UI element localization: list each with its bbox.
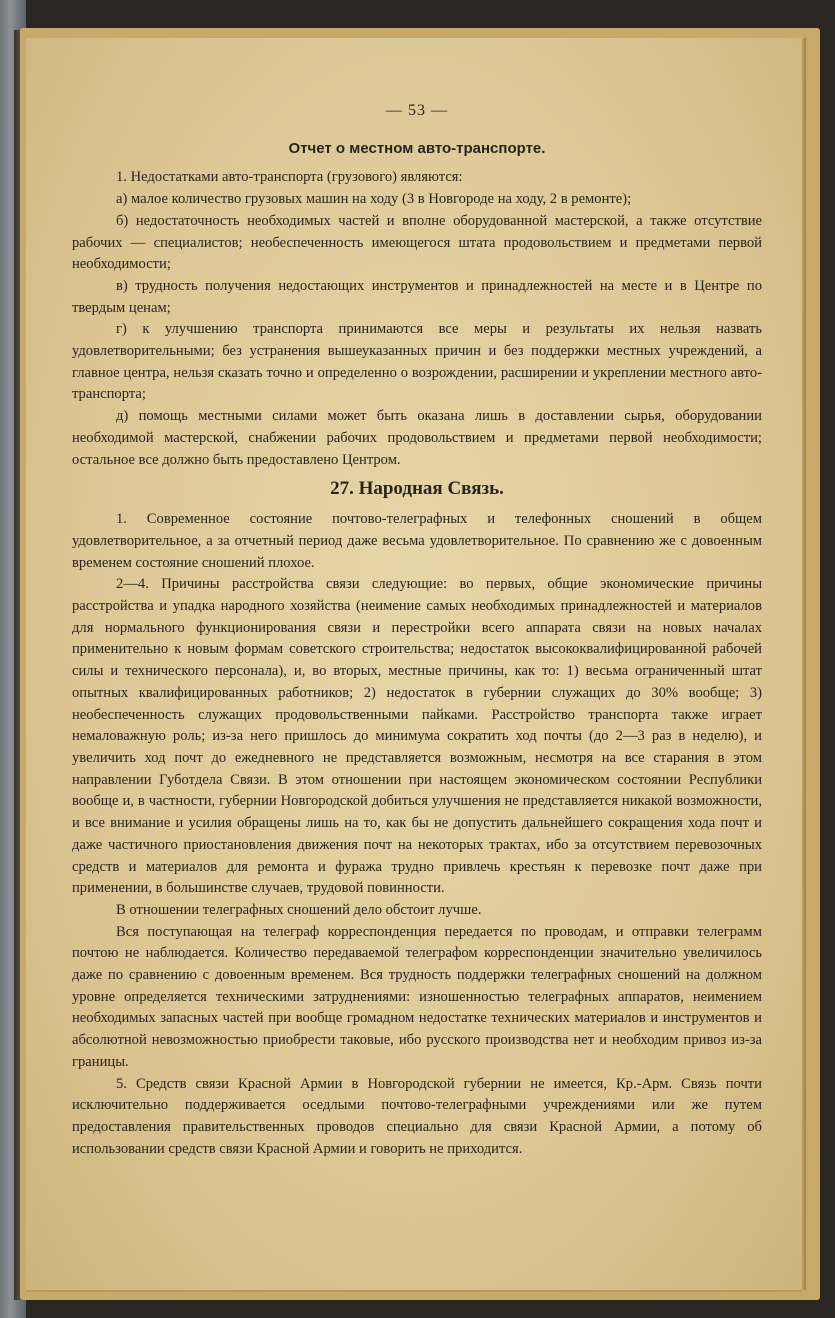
svyaz-paragraph: Вся поступающая на телеграф корреспонденция передается по проводам, и отправки телеграмм почтою не наблюдается. Количество передаваемой телеграфом корреспонденции значительно увеличилось даже по сравнению с довоенным временем. Вся трудность поддержки телеграфных сношений на должном уровне определяется техническими затруднениями: изношенностью телеграфных аппаратов, неимением необходимых запасных частей при вообще громадном недостатке технических материалов и инструментов и абсолютной невозможностью приобрести таковые, ибо русского производства нет и необходим привоз из-за границы.	[72, 923, 762, 1070]
chapter-title: 27. Народная Связь.	[330, 478, 504, 500]
svyaz-paragraph: 5. Средств связи Красной Армии в Новгородской губернии не имеется, Кр.-Арм. Связь почти исключительно поддерживается оседлыми почтово-телеграфными учреждениями или же путем предоставления правительственных проводов специально для связи Красной Армии, а потому об использовании средств связи Красной Армии и говорить не приходится.	[72, 1075, 762, 1157]
auto-paragraph: д) помощь местными силами может быть оказана лишь в доставлении сырья, оборудовании необходимой мастерской, снабжении рабочих продовольствием и предметами первой необходимости; остальное все должно быть предоставлено Центром.	[72, 408, 762, 468]
book-page	[26, 38, 802, 1290]
auto-paragraph: б) недостаточность необходимых частей и вполне оборудованной мастерской, а также отсутствие рабочих — специалистов; необеспеченность имеющегося штата продовольствием и предметами первой необходимости;	[72, 212, 762, 273]
section-title: Отчет о местном авто-транспорте.	[288, 139, 546, 157]
svyaz-paragraph: В отношении телеграфных сношений дело обстоит лучше.	[116, 901, 482, 918]
svyaz-paragraph: 1. Современное состояние почтово-телеграфных и телефонных сношений в общем удовлетворительное, а за отчетный период даже весьма удовлетворительное. По сравнению же с довоенным временем состояние сношений плохое.	[72, 511, 762, 571]
auto-paragraph: 1. Недостатками авто-транспорта (грузового) являются:	[116, 169, 463, 186]
svyaz-paragraph: 2—4. Причины расстройства связи следующие: во первых, общие экономические причины расстройства и упадка народного хозяйства (неимение самых необходимых принадлежностей и материалов для нормального функционирования связи и перестройки всего аппарата связи на новых началах применительно к новым формам советского строительства; недостаток высококвалифицированной рабочей силы и технического персонала), и, во вторых, местные причины, как то: 1) весьма ограниченный штат опытных квалифицированных работников; 2) недостаток в губернии служащих до 30% вообще; 3) необеспеченность служащих продовольственными пайками. Расстройство транспорта также играет немаловажную роль; из-за него пришлось до минимума сократить ход почты (до 2—3 раз в неделю), и увеличить ход почт до ежедневного не представляется возможным, несмотря на все старания в этом направлении Губотдела Связи. В этом отношении при настоящем экономическом состоянии Республики вообще и, в частности, губернии Новгородской добиться улучшения не представляется никакой возможности, и все внимание и усилия обращены лишь на то, как бы не допустить дальнейшего сокращения хода почт и даже частичного приостановления движения почт на некоторых трактах, ибо за отсутствием перевозочных средств и материалов для ремонта и фуража трудно привлечь крестьян к перевозке почт даже при применении, в большинстве случаев, трудовой повинности.	[72, 576, 762, 897]
page-content	[72, 100, 762, 1160]
auto-paragraph: в) трудность получения недостающих инструментов и принадлежностей на месте и в Центре по твердым ценам;	[72, 277, 762, 316]
auto-paragraph: г) к улучшению транспорта принимаются все меры и результаты их нельзя назвать удовлетворительными; без устранения вышеуказанных причин и без поддержки местных учреждений, а главное центра, нельзя сказать точно и определенно о возрождении, расширении и укреплении местного авто-транспорта;	[72, 321, 762, 403]
page-number: — 53 —	[386, 102, 448, 119]
auto-paragraph: а) малое количество грузовых машин на ходу (3 в Новгороде на ходу, 2 в ремонте);	[116, 191, 632, 208]
